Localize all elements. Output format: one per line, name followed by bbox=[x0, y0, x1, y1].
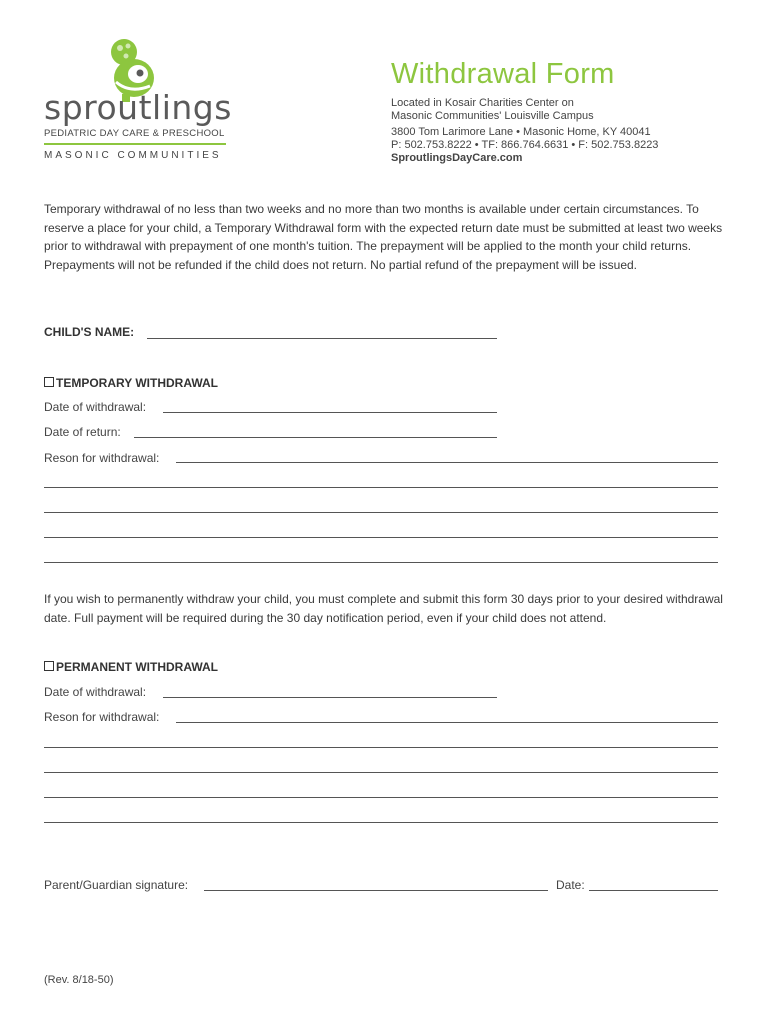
temp-reason-line[interactable] bbox=[44, 487, 718, 488]
perm-reason-line[interactable] bbox=[44, 822, 718, 823]
temp-date-withdrawal-field[interactable] bbox=[163, 412, 497, 413]
intro-paragraph: Temporary withdrawal of no less than two weeks and no more than two months is available under certain circumstances. To reserve a place for your child, a Temporary Withdrawal form with the expected return date must be submitted at least two weeks prior to withdrawal with prepayment of one month's tuition. The prepayment will be applied to the month your child returns. Prepayments will not be refunded if the child does not return. No partial refund of the prepayment will be issued. bbox=[44, 202, 723, 272]
temp-date-return-label: Date of return: bbox=[44, 425, 121, 439]
child-name-field[interactable] bbox=[147, 338, 497, 339]
location-line-1: Located in Kosair Charities Center on bbox=[391, 97, 574, 109]
temp-reason-line[interactable] bbox=[44, 537, 718, 538]
permanent-withdrawal-checkbox[interactable] bbox=[44, 661, 54, 671]
perm-reason-label: Reson for withdrawal: bbox=[44, 710, 160, 724]
logo-wordmark: sproutlings bbox=[44, 88, 232, 127]
permanent-withdrawal-heading: PERMANENT WITHDRAWAL bbox=[56, 660, 218, 674]
perm-reason-line[interactable] bbox=[44, 772, 718, 773]
website-link[interactable]: SproutlingsDayCare.com bbox=[391, 152, 523, 164]
location-line-2: Masonic Communities' Louisville Campus bbox=[391, 110, 594, 122]
location-info bbox=[391, 97, 731, 123]
perm-reason-line[interactable] bbox=[44, 747, 718, 748]
signature-date-field[interactable] bbox=[589, 890, 718, 891]
child-name-label: CHILD'S NAME: bbox=[44, 325, 135, 339]
permanent-note-paragraph: If you wish to permanently withdraw your child, you must complete and submit this form 30 days prior to your desired withdrawal date. Full payment will be required during the 30 day notification period, even if your child does not attend. bbox=[44, 592, 723, 625]
temporary-withdrawal-option[interactable] bbox=[44, 376, 218, 390]
temp-reason-field[interactable] bbox=[176, 462, 718, 463]
perm-date-withdrawal-field[interactable] bbox=[163, 697, 497, 698]
logo-subtitle: PEDIATRIC DAY CARE & PRESCHOOL bbox=[44, 128, 225, 139]
signature-label: Parent/Guardian signature: bbox=[44, 878, 189, 892]
phone-numbers: P: 502.753.8222 • TF: 866.764.6631 • F: 502.753.8223 bbox=[391, 139, 659, 151]
perm-reason-field[interactable] bbox=[176, 722, 718, 723]
signature-date-label: Date: bbox=[556, 878, 585, 892]
contact-info bbox=[391, 126, 731, 165]
perm-reason-line[interactable] bbox=[44, 797, 718, 798]
temp-date-return-field[interactable] bbox=[134, 437, 497, 438]
permanent-withdrawal-option[interactable] bbox=[44, 660, 218, 674]
temp-reason-label: Reson for withdrawal: bbox=[44, 451, 160, 465]
temporary-withdrawal-heading: TEMPORARY WITHDRAWAL bbox=[56, 376, 218, 390]
form-title: Withdrawal Form bbox=[391, 58, 615, 90]
logo-divider bbox=[44, 143, 226, 145]
address: 3800 Tom Larimore Lane • Masonic Home, KY 40041 bbox=[391, 126, 651, 138]
signature-field[interactable] bbox=[204, 890, 548, 891]
temp-reason-line[interactable] bbox=[44, 562, 718, 563]
revision-note: (Rev. 8/18-50) bbox=[44, 974, 114, 986]
temp-date-withdrawal-label: Date of withdrawal: bbox=[44, 400, 147, 414]
logo-organization: MASONIC COMMUNITIES bbox=[44, 150, 222, 161]
perm-date-withdrawal-label: Date of withdrawal: bbox=[44, 685, 147, 699]
temporary-withdrawal-checkbox[interactable] bbox=[44, 377, 54, 387]
temp-reason-line[interactable] bbox=[44, 512, 718, 513]
